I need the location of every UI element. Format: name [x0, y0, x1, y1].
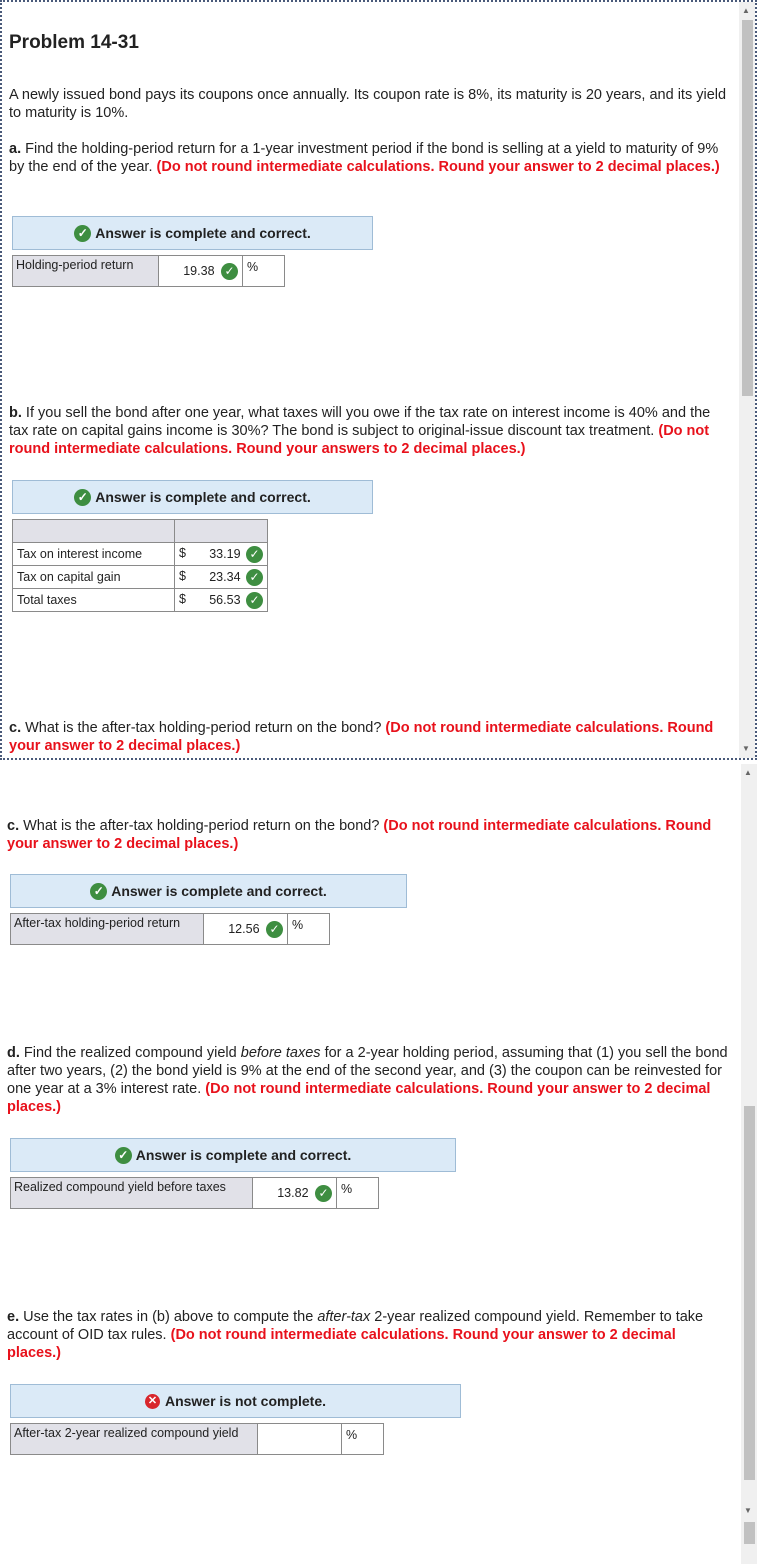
part-c-answer-table: [10, 913, 330, 945]
part-e-instruction: (Do not round intermediate calculations. Round your answer to 2 decimal places.): [7, 1327, 676, 1361]
part-b-status-text: Answer is complete and correct.: [95, 489, 311, 505]
part-c-instruction: (Do not round intermediate calculations. Round your answer to 2 decimal places.): [9, 720, 714, 754]
check-circle-icon: ✓: [246, 592, 263, 609]
check-circle-icon: ✓: [74, 225, 91, 242]
part-e-status-banner: [10, 1384, 461, 1418]
tax-interest-field[interactable]: [175, 543, 268, 566]
scroll-thumb[interactable]: [742, 20, 753, 396]
part-a-status-banner: [12, 216, 373, 250]
row-value: 23.34: [209, 569, 241, 584]
part-d-text-2: for a 2-year holding period, assuming that (1) you sell the bond after two years, (2) the bond yield is 9% at the end of the second year, and (3) the coupon can be reinvested for one year at a 3% interest rate.: [7, 1045, 728, 1097]
tax-capital-gain-field[interactable]: [175, 566, 268, 589]
table-row: [13, 566, 268, 589]
part-b-answer-table: [12, 519, 268, 612]
currency-symbol: $: [179, 545, 186, 560]
currency-symbol: $: [179, 568, 186, 583]
scrollbar-2[interactable]: [741, 764, 757, 1564]
part-e-text-1: Use the tax rates in (b) above to compute the: [19, 1309, 318, 1325]
part-e-text-2: 2-year realized compound yield. Remember to take account of OID tax rules.: [7, 1309, 704, 1343]
part-d-value: 13.82: [277, 1185, 309, 1200]
currency-symbol: $: [179, 591, 186, 606]
table-row: [13, 589, 268, 612]
check-circle-icon: ✓: [90, 883, 107, 900]
check-circle-icon: ✓: [246, 569, 263, 586]
part-d-status-banner: [10, 1138, 456, 1172]
part-e-status-text: Answer is not complete.: [164, 1393, 327, 1409]
part-a-answer-field[interactable]: [159, 256, 243, 287]
check-circle-icon: ✓: [74, 489, 91, 506]
part-c-value: 12.56: [228, 921, 260, 936]
row-label: Tax on capital gain: [13, 566, 175, 589]
scroll-up-icon[interactable]: ▲: [742, 6, 750, 15]
check-circle-icon: ✓: [221, 263, 238, 280]
x-circle-icon: ✕: [145, 1394, 160, 1409]
part-e-answer-table: [10, 1423, 384, 1455]
part-a-text: Find the holding-period return for a 1-year investment period if the bond is selling at a yield to maturity of 9% by the end of the year.: [9, 141, 719, 175]
part-c-instruction: (Do not round intermediate calculations. Round your answer to 2 decimal places.): [7, 818, 712, 852]
scroll-down-icon[interactable]: ▼: [742, 744, 750, 753]
part-d-question: [7, 1044, 729, 1116]
part-b-header-blank: [13, 520, 175, 543]
part-e-label: After-tax 2-year realized compound yield: [11, 1424, 258, 1455]
part-a-value: 19.38: [183, 263, 215, 278]
part-d-status-text: Answer is complete and correct.: [135, 1147, 352, 1163]
check-circle-icon: ✓: [266, 921, 283, 938]
part-c-status-text: Answer is complete and correct.: [111, 883, 327, 899]
part-e-unit: %: [342, 1424, 384, 1455]
row-label: Tax on interest income: [13, 543, 175, 566]
part-d-emphasis: before taxes: [240, 1045, 321, 1061]
part-c-status-banner: [10, 874, 407, 908]
part-e-question: [7, 1308, 729, 1362]
part-d-label: Realized compound yield before taxes: [11, 1178, 253, 1209]
part-d-instruction: (Do not round intermediate calculations. Round your answer to 2 decimal places.): [7, 1081, 711, 1115]
screenshot-panel-1: [0, 0, 757, 760]
scroll-down-icon[interactable]: ▼: [744, 1506, 752, 1515]
part-a-question: [9, 140, 731, 176]
part-c-text: What is the after-tax holding-period return on the bond?: [21, 720, 386, 736]
row-value: 33.19: [209, 546, 241, 561]
part-d-unit: %: [337, 1178, 379, 1209]
part-c-label: After-tax holding-period return: [11, 914, 204, 945]
problem-title: Problem 14-31: [9, 32, 139, 53]
part-a-lead: a.: [9, 141, 22, 157]
row-label: Total taxes: [13, 589, 175, 612]
part-a-answer-table: [12, 255, 285, 287]
scroll-thumb[interactable]: [744, 1106, 755, 1480]
part-b-text: If you sell the bond after one year, what taxes will you owe if the tax rate on interest income is 40% and the tax rate on capital gains income is 30%? The bond is subject to original-issue discount tax treatment.: [9, 405, 711, 439]
part-e-emphasis: after-tax: [317, 1309, 371, 1325]
part-e-lead: e.: [7, 1309, 20, 1325]
part-b-header-blank-2: [175, 520, 268, 543]
screenshot-panel-2: [0, 764, 757, 1564]
part-d-answer-table: [10, 1177, 379, 1209]
part-c-lead: c.: [9, 720, 22, 736]
scroll-up-icon[interactable]: ▲: [744, 768, 752, 777]
part-c-unit: %: [288, 914, 330, 945]
part-e-answer-field[interactable]: [258, 1424, 342, 1455]
part-d-text-1: Find the realized compound yield: [19, 1045, 241, 1061]
part-c-lead: c.: [7, 818, 20, 834]
part-d-answer-field[interactable]: [253, 1178, 337, 1209]
check-circle-icon: ✓: [246, 546, 263, 563]
part-c-question-top: [9, 719, 731, 755]
total-taxes-field[interactable]: [175, 589, 268, 612]
row-value: 56.53: [209, 592, 241, 607]
part-a-instruction: (Do not round intermediate calculations. Round your answer to 2 decimal places.): [156, 159, 720, 175]
check-circle-icon: ✓: [315, 1185, 332, 1202]
part-a-unit: %: [243, 256, 285, 287]
scrollbar-1[interactable]: [739, 2, 755, 758]
part-c-answer-field[interactable]: [204, 914, 288, 945]
part-a-label: Holding-period return: [13, 256, 159, 287]
part-b-question: [9, 404, 731, 458]
check-circle-icon: ✓: [115, 1147, 132, 1164]
scroll-thumb-secondary[interactable]: [744, 1522, 755, 1544]
part-c-question: [7, 817, 729, 853]
part-b-instruction: (Do not round intermediate calculations. Round your answers to 2 decimal places.): [9, 423, 710, 457]
part-c-text: What is the after-tax holding-period return on the bond?: [19, 818, 384, 834]
problem-intro: A newly issued bond pays its coupons once annually. Its coupon rate is 8%, its maturity is 20 years, and its yield to maturity is 10%.: [9, 87, 727, 121]
part-a-status-text: Answer is complete and correct.: [95, 225, 311, 241]
table-row: [13, 543, 268, 566]
part-b-lead: b.: [9, 405, 22, 421]
part-b-status-banner: [12, 480, 373, 514]
part-d-lead: d.: [7, 1045, 20, 1061]
